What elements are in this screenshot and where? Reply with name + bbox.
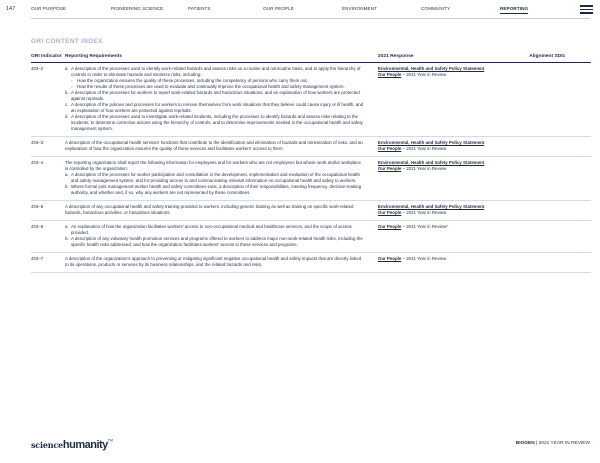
header-response: 2021 Response: [378, 53, 529, 63]
reporting-requirements: [65, 157, 378, 201]
table-row: [31, 137, 591, 157]
table-row: [31, 221, 591, 253]
header-requirements: Reporting Requirements: [65, 53, 378, 63]
requirement-text: A description of the processes for worker participation and consultation in the development, implementation and evaluation of the occupational health and safety management system, and for providing access to and communicating relevant information on occupational health and safety to workers.: [70, 172, 360, 183]
top-navigation: [0, 0, 600, 22]
logo-trademark: TM: [107, 438, 113, 443]
footer-brand: BIOGEN: [515, 441, 535, 446]
requirement-item: [65, 114, 364, 132]
requirement-item: [65, 102, 364, 114]
response-link[interactable]: Our People: [377, 166, 402, 171]
logo-science-text: science: [31, 440, 63, 450]
table-row: [31, 63, 591, 137]
requirement-item: [65, 224, 364, 236]
page-number: 147: [6, 6, 16, 12]
nav-patients[interactable]: PATIENTS: [188, 6, 211, 11]
requirement-label: a.: [64, 66, 69, 71]
nav-our-purpose[interactable]: OUR PURPOSE: [31, 6, 67, 11]
gri-content-table: [31, 53, 591, 273]
nav-environment[interactable]: ENVIRONMENT: [342, 6, 378, 11]
logo-humanity-text: humanity: [62, 439, 108, 451]
requirement-label: b.: [64, 184, 69, 189]
science-humanity-logo: [31, 435, 113, 453]
requirement-text: A description of the policies and processes for workers to remove themselves from work situations that they believe could cause injury or ill health, and an explanation of how workers are protected against reprisals.: [70, 102, 364, 113]
response-link[interactable]: Environmental, Health and Safety Policy Statement: [377, 160, 485, 165]
footer-report-title: BIOGEN | 2021 YEAR IN REVIEW: [515, 441, 590, 446]
requirement-item: [65, 90, 364, 102]
gri-indicator: 403–2: [31, 63, 65, 137]
requirement-text: A description of the organization's approach to preventing or mitigating significant negative occupational health and safety impacts that are directly linked to its operations, products or services by its business relationships, and the related hazards and risks.: [64, 256, 362, 267]
response-2021: [378, 157, 529, 201]
requirement-text: A description of the processes for workers to report work-related hazards and hazardous situations, and an explanation of how workers are protected against reprisals.: [70, 90, 360, 101]
header-indicator: GRI Indicator: [31, 53, 65, 63]
menu-icon[interactable]: [580, 5, 593, 14]
table-row: [31, 201, 591, 221]
requirement-text: A description of any voluntary health promotion services and programs offered to workers to address major non-work-related health risks, including the specific health risks addressed, and how the organization facilitates workers' access to these services and programs.: [70, 236, 363, 247]
gri-indicator: 403–3: [31, 137, 65, 157]
requirement-item: [65, 172, 364, 184]
alignment-sdg: [529, 157, 591, 201]
response-suffix: – 2021 Year in Review*: [401, 224, 448, 229]
response-line: [378, 166, 529, 172]
requirement-text: A description of any occupational health and safety training provided to workers, including generic training as well as training on specific work-related hazards, hazardous activities, or hazardous situations.: [64, 204, 354, 215]
requirement-text: How the organization ensures the quality of these processes, including the competency of persons who carry them out.: [76, 78, 308, 83]
response-suffix: – 2021 Year in Review: [401, 210, 447, 215]
gri-indicator: 403–7: [31, 253, 65, 273]
nav-community[interactable]: COMMUNITY: [421, 6, 451, 11]
response-suffix: – 2021 Year in Review: [401, 256, 447, 261]
reporting-requirements: [65, 63, 378, 137]
requirement-label: c.: [64, 102, 69, 107]
requirement-text: How the results of these processes are used to evaluate and continually improve the occupational health and safety management system.: [76, 84, 345, 89]
response-link[interactable]: Our People: [377, 224, 402, 229]
requirement-item: [65, 204, 364, 216]
requirement-item: [65, 140, 364, 152]
reporting-requirements: [65, 253, 378, 273]
response-2021: [378, 221, 529, 253]
response-suffix: – 2021 Year in Review: [401, 166, 447, 171]
requirement-text: An explanation of how the organization facilitates workers' access to non-occupational medical and healthcare services, and the scope of access provided.: [70, 224, 352, 235]
response-2021: [378, 63, 529, 137]
reporting-requirements: [65, 221, 378, 253]
requirement-text: Where formal joint management-worker health and safety committees exist, a description of their responsibilities, meeting frequency, decision-making authority, and whether and, if so, why any workers are not represented by these committees.: [70, 184, 362, 195]
response-suffix: – 2021 Year in Review: [401, 72, 447, 77]
requirement-label: b.: [64, 90, 69, 95]
response-link[interactable]: Environmental, Health and Safety Policy Statement: [377, 140, 485, 145]
nav-reporting[interactable]: REPORTING: [500, 6, 529, 11]
reporting-requirements: [65, 201, 378, 221]
response-line: [378, 72, 529, 78]
requirement-label: ◦: [70, 78, 73, 83]
nav-divider: [31, 18, 590, 19]
requirement-label: a.: [64, 172, 69, 177]
requirement-item: [65, 256, 364, 268]
requirement-item: [65, 184, 364, 196]
nav-pioneering-science[interactable]: PIONEERING SCIENCE: [111, 6, 164, 11]
requirement-label: a.: [64, 224, 69, 229]
response-link[interactable]: Our People: [377, 256, 402, 261]
alignment-sdg: [529, 253, 591, 273]
reporting-requirements: [65, 137, 378, 157]
requirement-item: [65, 66, 364, 78]
response-link[interactable]: Our People: [377, 146, 402, 151]
gri-indicator: 403–6: [31, 221, 65, 253]
requirement-item: [65, 236, 364, 248]
gri-indicator: 403–4: [31, 157, 65, 201]
response-suffix: – 2021 Year in Review: [401, 146, 447, 151]
alignment-sdg: [529, 63, 591, 137]
response-link[interactable]: Our People: [377, 72, 402, 77]
response-line: [378, 146, 529, 152]
requirement-text: A description of the processes used to investigate work-related incidents, including the processes to identify hazards and assess risks relating to the incidents, to determine corrective actions using the hierarchy of controls, and to determine improvements needed in the occupational health and safety management system.: [70, 114, 363, 131]
response-line: [378, 224, 529, 230]
response-line: [378, 210, 529, 216]
table-header-row: [31, 53, 591, 63]
alignment-sdg: [529, 201, 591, 221]
response-line: [378, 256, 529, 262]
requirement-text: A description of the processes used to identify work-related hazards and assess risks on a routine and nonroutine basis, and to apply the hierarchy of controls in order to eliminate hazards and minimize risks, including:: [70, 66, 361, 77]
header-sdg: Alignment SDG: [529, 53, 591, 63]
requirement-item: [65, 160, 364, 172]
nav-our-people[interactable]: OUR PEOPLE: [263, 6, 294, 11]
response-link[interactable]: Environmental, Health and Safety Policy Statement: [377, 66, 485, 71]
response-link[interactable]: Our People: [377, 210, 402, 215]
response-link[interactable]: Environmental, Health and Safety Policy Statement: [377, 204, 485, 209]
response-2021: [378, 137, 529, 157]
requirement-label: ◦: [70, 84, 73, 89]
alignment-sdg: [529, 221, 591, 253]
requirement-label: b.: [64, 236, 69, 241]
response-2021: [378, 201, 529, 221]
table-row: [31, 253, 591, 273]
alignment-sdg: [529, 137, 591, 157]
requirement-label: d.: [64, 114, 69, 119]
response-2021: [378, 253, 529, 273]
section-title: GRI CONTENT INDEX: [31, 38, 103, 45]
requirement-text: The reporting organization shall report the following information for employees and for workers who are not employees but whose work and/or workplace is controlled by the organization:: [64, 160, 362, 171]
gri-indicator: 403–5: [31, 201, 65, 221]
requirement-text: A description of the occupational health services' functions that contribute to the identification and elimination of hazards and minimization of risks, and an explanation of how the organization ensures the quality of these services and facilitates workers' access to them.: [64, 140, 363, 151]
table-row: [31, 157, 591, 201]
footer-report: 2021 YEAR IN REVIEW: [538, 441, 590, 446]
